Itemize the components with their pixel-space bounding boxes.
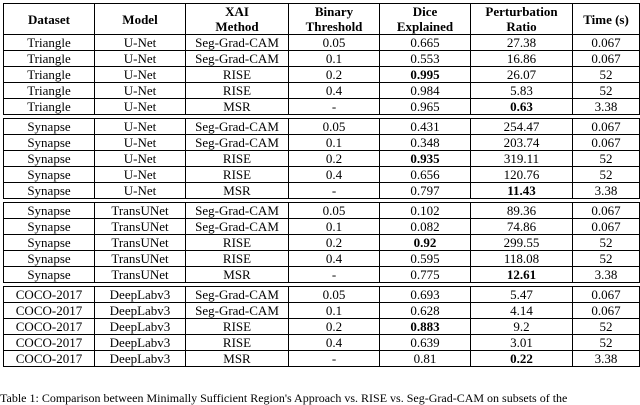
- table-cell: Synapse: [4, 203, 95, 219]
- header-time: Time (s): [573, 4, 640, 35]
- table-cell: 203.74: [471, 135, 573, 151]
- table-cell: TransUNet: [95, 219, 186, 235]
- table-cell: Synapse: [4, 235, 95, 251]
- table-row: [4, 203, 640, 219]
- table-cell: RISE: [186, 235, 289, 251]
- table-row: [4, 83, 640, 99]
- table-cell: 3.38: [573, 351, 640, 367]
- table-cell: DeepLabv3: [95, 351, 186, 367]
- table-cell: RISE: [186, 319, 289, 335]
- table-cell: Seg-Grad-CAM: [186, 35, 289, 51]
- table-cell: 0.1: [289, 135, 380, 151]
- table-cell: U-Net: [95, 83, 186, 99]
- table-caption: Table 1: Comparison between Minimally Sufficient Region's Approach vs. RISE vs. Seg-Grad-CAM on subsets of the: [0, 391, 568, 405]
- table-row: [4, 251, 640, 267]
- table-cell: DeepLabv3: [95, 335, 186, 351]
- table-cell: Seg-Grad-CAM: [186, 119, 289, 135]
- table-cell: 0.1: [289, 51, 380, 67]
- table-cell: 26.07: [471, 67, 573, 83]
- table-row: [4, 267, 640, 283]
- table-cell: 52: [573, 335, 640, 351]
- table-cell: 52: [573, 83, 640, 99]
- table-cell: 0.067: [573, 303, 640, 319]
- table-cell: U-Net: [95, 35, 186, 51]
- table-cell: 0.05: [289, 119, 380, 135]
- table-cell: 0.05: [289, 203, 380, 219]
- table-cell: 0.553: [380, 51, 471, 67]
- table-cell: 9.2: [471, 319, 573, 335]
- table-cell: U-Net: [95, 151, 186, 167]
- table-cell: COCO-2017: [4, 335, 95, 351]
- header-dataset: Dataset: [4, 4, 95, 35]
- table-cell: 52: [573, 235, 640, 251]
- table-cell: 52: [573, 67, 640, 83]
- table-cell: 0.067: [573, 119, 640, 135]
- table-header-row: [4, 4, 640, 35]
- table-cell: 319.11: [471, 151, 573, 167]
- table-cell: 0.1: [289, 303, 380, 319]
- header-binary-threshold: Binary Threshold: [289, 4, 380, 35]
- table-cell: 5.47: [471, 287, 573, 303]
- table-cell: U-Net: [95, 51, 186, 67]
- table-cell: 0.431: [380, 119, 471, 135]
- table-cell: Synapse: [4, 135, 95, 151]
- table-row: [4, 35, 640, 51]
- table-cell: 0.348: [380, 135, 471, 151]
- table-cell: 4.14: [471, 303, 573, 319]
- header-xai-method: XAI Method: [186, 4, 289, 35]
- table-cell: COCO-2017: [4, 287, 95, 303]
- table-cell: U-Net: [95, 119, 186, 135]
- table-cell: RISE: [186, 151, 289, 167]
- table-cell: -: [289, 351, 380, 367]
- table-row: [4, 151, 640, 167]
- results-table: [3, 3, 640, 367]
- table-cell: U-Net: [95, 183, 186, 199]
- table-cell: Seg-Grad-CAM: [186, 135, 289, 151]
- table-cell: -: [289, 183, 380, 199]
- table-cell: DeepLabv3: [95, 303, 186, 319]
- table-cell: MSR: [186, 99, 289, 115]
- table-cell: 0.665: [380, 35, 471, 51]
- table-cell: MSR: [186, 351, 289, 367]
- table-cell: 0.656: [380, 167, 471, 183]
- table-cell: 0.797: [380, 183, 471, 199]
- table-cell: TransUNet: [95, 267, 186, 283]
- table-cell: 0.05: [289, 35, 380, 51]
- table-cell: RISE: [186, 67, 289, 83]
- table-cell: 0.4: [289, 167, 380, 183]
- table-row: [4, 99, 640, 115]
- table-cell: RISE: [186, 167, 289, 183]
- table-cell: 0.995: [380, 67, 471, 83]
- table-cell: 0.2: [289, 67, 380, 83]
- table-cell: 0.082: [380, 219, 471, 235]
- table-row: [4, 335, 640, 351]
- header-dice-explained: Dice Explained: [380, 4, 471, 35]
- table-cell: Triangle: [4, 99, 95, 115]
- table-row: [4, 351, 640, 367]
- table-cell: Synapse: [4, 183, 95, 199]
- table-cell: 0.2: [289, 235, 380, 251]
- table-cell: Synapse: [4, 167, 95, 183]
- table-cell: 0.067: [573, 287, 640, 303]
- table-cell: 3.01: [471, 335, 573, 351]
- table-cell: Seg-Grad-CAM: [186, 303, 289, 319]
- table-cell: 0.067: [573, 51, 640, 67]
- table-cell: 120.76: [471, 167, 573, 183]
- table-cell: Synapse: [4, 267, 95, 283]
- table-cell: COCO-2017: [4, 319, 95, 335]
- table-cell: 0.05: [289, 287, 380, 303]
- table-cell: TransUNet: [95, 251, 186, 267]
- table-row: [4, 135, 640, 151]
- table-cell: 0.067: [573, 135, 640, 151]
- table-cell: 254.47: [471, 119, 573, 135]
- table-cell: 0.883: [380, 319, 471, 335]
- table-cell: 52: [573, 151, 640, 167]
- table-row: [4, 219, 640, 235]
- table-cell: RISE: [186, 251, 289, 267]
- table-cell: 3.38: [573, 99, 640, 115]
- table-cell: U-Net: [95, 135, 186, 151]
- table-cell: 16.86: [471, 51, 573, 67]
- table-cell: Triangle: [4, 83, 95, 99]
- table-cell: U-Net: [95, 67, 186, 83]
- table-cell: Triangle: [4, 35, 95, 51]
- table-cell: 0.639: [380, 335, 471, 351]
- table-cell: 118.08: [471, 251, 573, 267]
- table-row: [4, 183, 640, 199]
- table-cell: 299.55: [471, 235, 573, 251]
- table-cell: Synapse: [4, 151, 95, 167]
- table-cell: 0.935: [380, 151, 471, 167]
- table-cell: 74.86: [471, 219, 573, 235]
- table-cell: Triangle: [4, 51, 95, 67]
- table-cell: Synapse: [4, 119, 95, 135]
- table-cell: RISE: [186, 83, 289, 99]
- table-cell: 0.4: [289, 335, 380, 351]
- table-cell: 0.81: [380, 351, 471, 367]
- table-cell: U-Net: [95, 99, 186, 115]
- table-cell: 0.628: [380, 303, 471, 319]
- table-body: [4, 35, 640, 367]
- table-cell: 0.92: [380, 235, 471, 251]
- table-cell: 0.984: [380, 83, 471, 99]
- table-cell: -: [289, 99, 380, 115]
- table-cell: 0.102: [380, 203, 471, 219]
- table-cell: 0.775: [380, 267, 471, 283]
- table-cell: 0.067: [573, 219, 640, 235]
- table-cell: 0.595: [380, 251, 471, 267]
- table-cell: DeepLabv3: [95, 287, 186, 303]
- table-cell: 0.63: [471, 99, 573, 115]
- table-cell: U-Net: [95, 167, 186, 183]
- table-cell: 52: [573, 251, 640, 267]
- table-cell: 27.38: [471, 35, 573, 51]
- table-cell: 11.43: [471, 183, 573, 199]
- table-cell: Seg-Grad-CAM: [186, 203, 289, 219]
- table-row: [4, 167, 640, 183]
- table-cell: 0.4: [289, 83, 380, 99]
- table-cell: RISE: [186, 335, 289, 351]
- table-cell: 0.4: [289, 251, 380, 267]
- header-model: Model: [95, 4, 186, 35]
- table-cell: 89.36: [471, 203, 573, 219]
- table-cell: TransUNet: [95, 235, 186, 251]
- table-row: [4, 319, 640, 335]
- table-cell: 12.61: [471, 267, 573, 283]
- table-cell: 0.22: [471, 351, 573, 367]
- table-cell: Seg-Grad-CAM: [186, 219, 289, 235]
- table-cell: 5.83: [471, 83, 573, 99]
- table-cell: Triangle: [4, 67, 95, 83]
- table-row: [4, 119, 640, 135]
- table-cell: -: [289, 267, 380, 283]
- table-cell: Synapse: [4, 219, 95, 235]
- table-row: [4, 235, 640, 251]
- table-cell: 0.2: [289, 151, 380, 167]
- table-cell: COCO-2017: [4, 351, 95, 367]
- table-cell: 3.38: [573, 267, 640, 283]
- header-perturbation-ratio: Perturbation Ratio: [471, 4, 573, 35]
- table-cell: 3.38: [573, 183, 640, 199]
- table-cell: Seg-Grad-CAM: [186, 51, 289, 67]
- table-cell: 52: [573, 167, 640, 183]
- table-cell: TransUNet: [95, 203, 186, 219]
- table-cell: COCO-2017: [4, 303, 95, 319]
- table-row: [4, 303, 640, 319]
- table-cell: 0.067: [573, 35, 640, 51]
- table-cell: DeepLabv3: [95, 319, 186, 335]
- table-cell: 0.965: [380, 99, 471, 115]
- table-cell: 0.067: [573, 203, 640, 219]
- table-cell: MSR: [186, 267, 289, 283]
- table-row: [4, 67, 640, 83]
- table-cell: 52: [573, 319, 640, 335]
- table-row: [4, 287, 640, 303]
- table-cell: Seg-Grad-CAM: [186, 287, 289, 303]
- table-cell: 0.693: [380, 287, 471, 303]
- table-cell: 0.2: [289, 319, 380, 335]
- table-cell: MSR: [186, 183, 289, 199]
- table-cell: 0.1: [289, 219, 380, 235]
- table-cell: Synapse: [4, 251, 95, 267]
- table-row: [4, 51, 640, 67]
